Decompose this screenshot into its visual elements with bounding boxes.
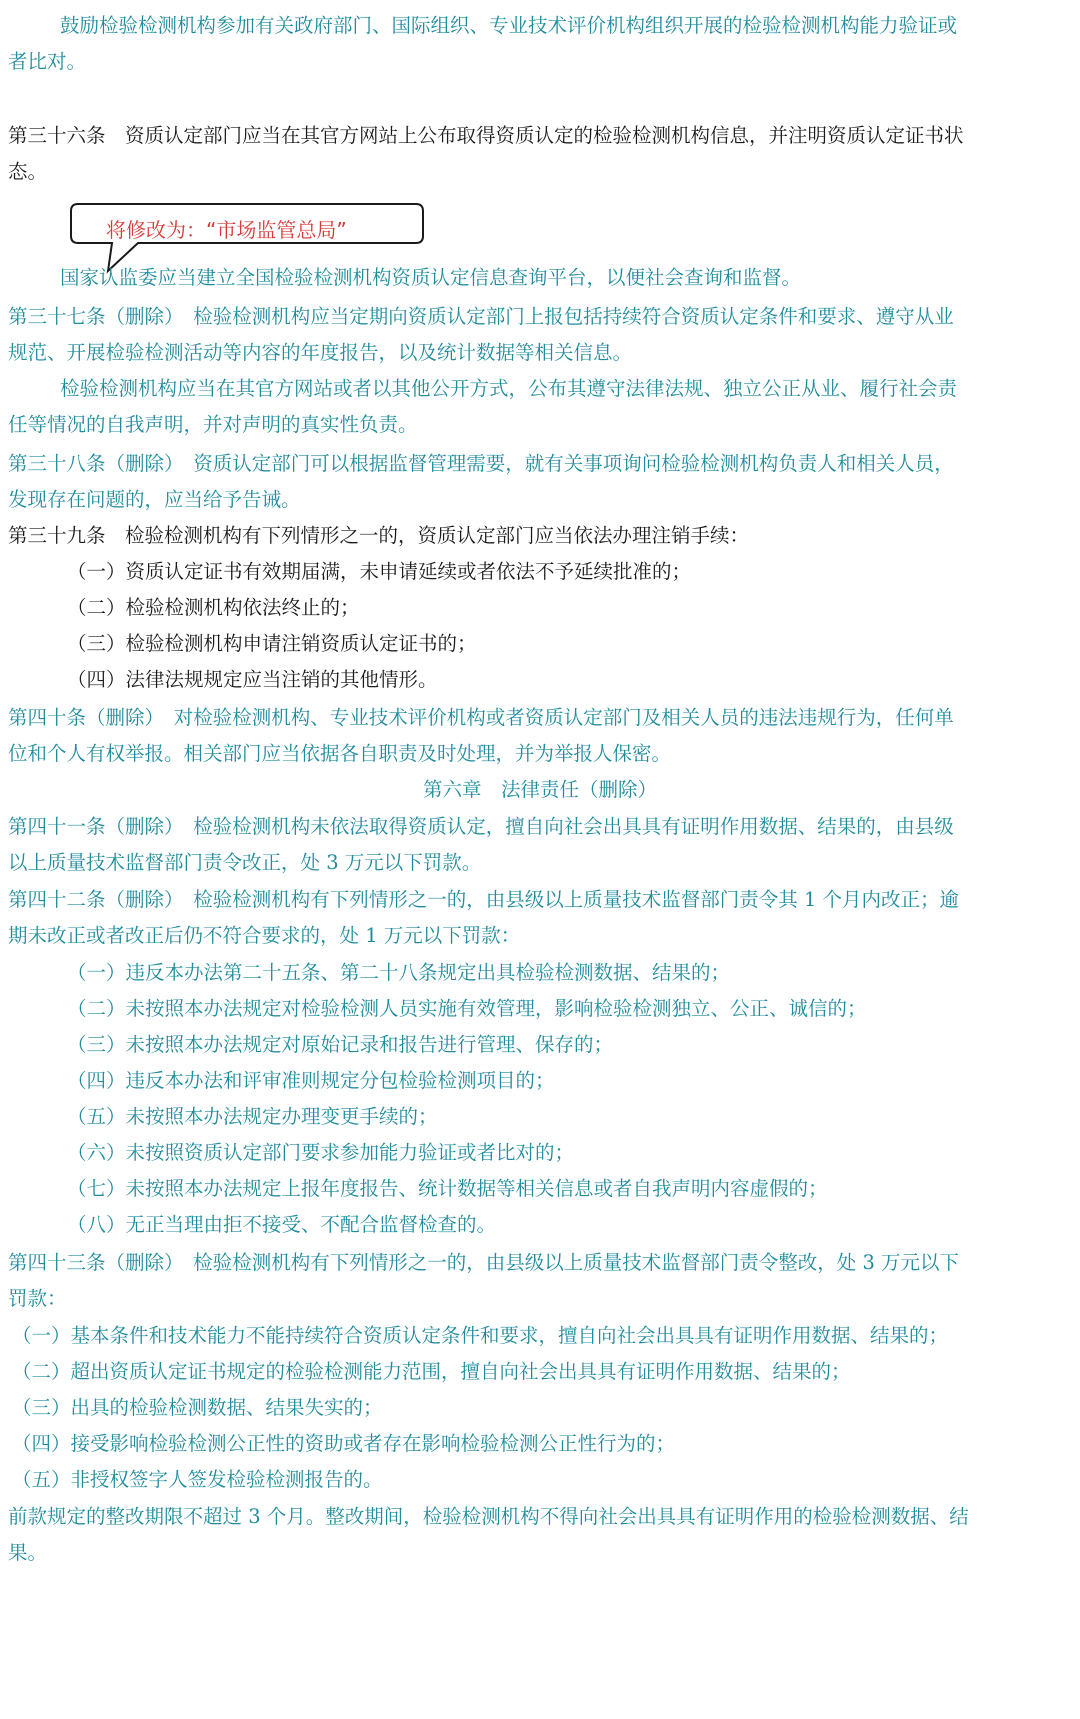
callout-text: 将修改为：“市场监管总局” — [106, 218, 347, 242]
paragraph-line: 国家认监委应当建立全国检验检测机构资质认定信息查询平台，以便社会查询和监督。 — [60, 266, 802, 289]
chapter-heading: 第六章 法律责任（删除） — [422, 778, 657, 801]
list-item: （一）基本条件和技术能力不能持续符合资质认定条件和要求，擅自向社会出具具有证明作用数据、结果的； — [12, 1324, 949, 1347]
paragraph-line: 发现存在问题的，应当给予告诫。 — [8, 488, 301, 511]
paragraph-line: 罚款： — [8, 1287, 67, 1310]
paragraph-line: 鼓励检验检测机构参加有关政府部门、国际组织、专业技术评价机构组织开展的检验检测机构能力验证或 — [60, 14, 958, 37]
list-item: （三）出具的检验检测数据、结果失实的； — [12, 1396, 383, 1419]
article-40-heading: 第四十条（删除） 对检验检测机构、专业技术评价机构或者资质认定部门及相关人员的违法违规行为，任何单 — [8, 706, 954, 729]
paragraph-line: 者比对。 — [8, 50, 87, 73]
list-item: （三）未按照本办法规定对原始记录和报告进行管理、保存的； — [67, 1033, 614, 1056]
paragraph-line: 规范、开展检验检测活动等内容的年度报告，以及统计数据等相关信息。 — [8, 341, 633, 364]
article-41-heading: 第四十一条（删除） 检验检测机构未依法取得资质认定，擅自向社会出具具有证明作用数据、结果的，由县级 — [8, 815, 954, 838]
paragraph-line: 任等情况的自我声明，并对声明的真实性负责。 — [8, 413, 418, 436]
list-item: （一）违反本办法第二十五条、第二十八条规定出具检验检测数据、结果的； — [67, 961, 731, 984]
list-item: （五）未按照本办法规定办理变更手续的； — [67, 1105, 438, 1128]
list-item: （三）检验检测机构申请注销资质认定证书的； — [67, 632, 477, 655]
paragraph-line: 果。 — [8, 1541, 48, 1564]
list-item: （七）未按照本办法规定上报年度报告、统计数据等相关信息或者自我声明内容虚假的； — [67, 1177, 828, 1200]
list-item: （四）法律法规规定应当注销的其他情形。 — [67, 668, 438, 691]
list-item: （六）未按照资质认定部门要求参加能力验证或者比对的； — [67, 1141, 575, 1164]
article-36-heading: 第三十六条 资质认定部门应当在其官方网站上公布取得资质认定的检验检测机构信息，并注明资质认定证书状 — [8, 124, 964, 147]
article-38-heading: 第三十八条（删除） 资质认定部门可以根据监督管理需要，就有关事项询问检验检测机构负责人和相关人员， — [8, 452, 954, 475]
list-item: （四）违反本办法和评审准则规定分包检验检测项目的； — [67, 1069, 555, 1092]
list-item: （五）非授权签字人签发检验检测报告的。 — [12, 1468, 383, 1491]
paragraph-line: 前款规定的整改期限不超过 3 个月。整改期间，检验检测机构不得向社会出具具有证明作用的检验检测数据、结 — [8, 1505, 969, 1528]
article-39-heading: 第三十九条 检验检测机构有下列情形之一的，资质认定部门应当依法办理注销手续： — [8, 524, 750, 547]
article-43-heading: 第四十三条（删除） 检验检测机构有下列情形之一的，由县级以上质量技术监督部门责令整改，处 3 万元以下 — [8, 1251, 960, 1274]
article-42-heading: 第四十二条（删除） 检验检测机构有下列情形之一的，由县级以上质量技术监督部门责令其 1 个月内改正；逾 — [8, 888, 960, 911]
paragraph-line: 期未改正或者改正后仍不符合要求的，处 1 万元以下罚款： — [8, 924, 521, 947]
paragraph-line: 态。 — [8, 160, 48, 183]
article-37-heading: 第三十七条（删除） 检验检测机构应当定期向资质认定部门上报包括持续符合资质认定条件和要求、遵守从业 — [8, 305, 954, 328]
list-item: （二）未按照本办法规定对检验检测人员实施有效管理，影响检验检测独立、公正、诚信的； — [67, 997, 867, 1020]
list-item: （二）超出资质认定证书规定的检验检测能力范围，擅自向社会出具具有证明作用数据、结果的； — [12, 1360, 851, 1383]
paragraph-line: 以上质量技术监督部门责令改正，处 3 万元以下罚款。 — [8, 851, 482, 874]
list-item: （二）检验检测机构依法终止的； — [67, 596, 360, 619]
list-item: （八）无正当理由拒不接受、不配合监督检查的。 — [67, 1213, 497, 1236]
list-item: （四）接受影响检验检测公正性的资助或者存在影响检验检测公正性行为的； — [12, 1432, 676, 1455]
list-item: （一）资质认定证书有效期届满，未申请延续或者依法不予延续批准的； — [67, 560, 692, 583]
paragraph-line: 位和个人有权举报。相关部门应当依据各自职责及时处理，并为举报人保密。 — [8, 742, 672, 765]
paragraph-line: 检验检测机构应当在其官方网站或者以其他公开方式，公布其遵守法律法规、独立公正从业、履行社会责 — [60, 377, 958, 400]
